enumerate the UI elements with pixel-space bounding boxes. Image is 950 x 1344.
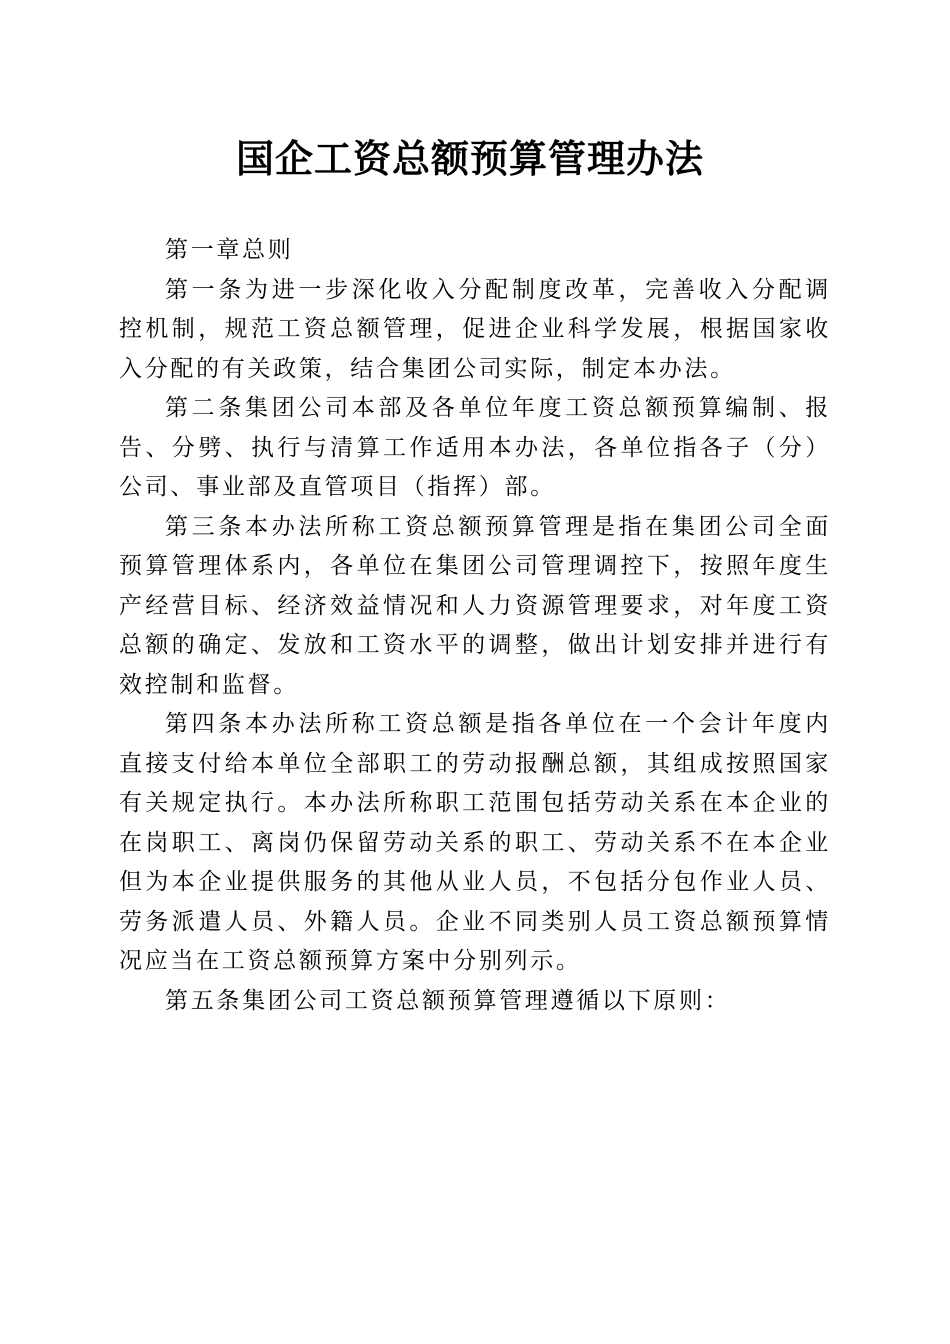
document-title: 国企工资总额预算管理办法: [235, 136, 704, 181]
article-2: 第二条集团公司本部及各单位年度工资总额预算编制、报告、分劈、执行与清算工作适用本办法，各单位指各子（分）公司、事业部及直管项目（指挥）部。: [119, 395, 831, 500]
article-3: 第三条本办法所称工资总额预算管理是指在集团公司全面预算管理体系内，各单位在集团公司管理调控下，按照年度生产经营目标、经济效益情况和人力资源管理要求，对年度工资总额的确定、发放和工资水平的调整，做出计划安排并进行有效控制和监督。: [119, 513, 831, 698]
document-body: [119, 231, 831, 1021]
article-4: 第四条本办法所称工资总额是指各单位在一个会计年度内直接支付给本单位全部职工的劳动报酬总额，其组成按照国家有关规定执行。本办法所称职工范围包括劳动关系在本企业的在岗职工、离岗仍保留劳动关系的职工、劳动关系不在本企业但为本企业提供服务的其他从业人员，不包括分包作业人员、劳务派遣人员、外籍人员。企业不同类别人员工资总额预算情况应当在工资总额预算方案中分别列示。: [119, 711, 831, 974]
article-5: 第五条集团公司工资总额预算管理遵循以下原则：: [165, 987, 731, 1014]
article-1: 第一条为进一步深化收入分配制度改革，完善收入分配调控机制，规范工资总额管理，促进企业科学发展，根据国家收入分配的有关政策，结合集团公司实际，制定本办法。: [119, 276, 831, 382]
chapter-heading: 第一章总则: [165, 237, 294, 263]
